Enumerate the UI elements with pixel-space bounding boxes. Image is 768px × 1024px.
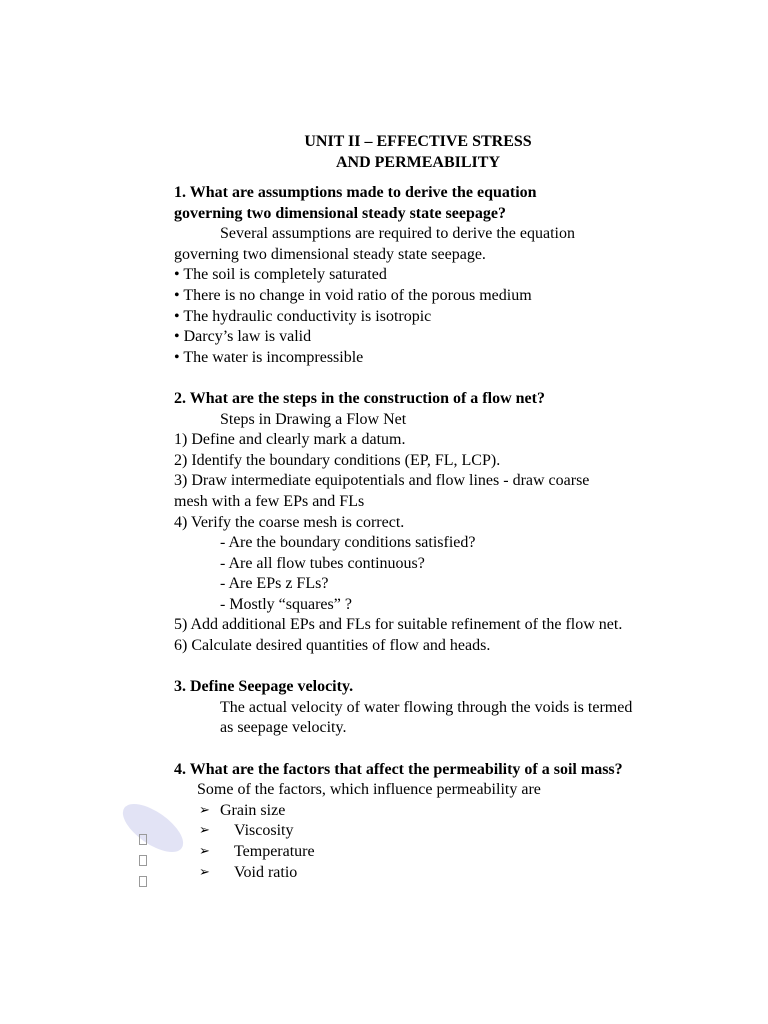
q1-question-line-1: 1. What are assumptions made to derive the equation	[174, 184, 537, 201]
q4-factor-label: Grain size	[220, 801, 286, 819]
q1-bullet: • The soil is completely saturated	[174, 266, 387, 284]
q1-bullet: • The hydraulic conductivity is isotropic	[174, 307, 432, 325]
q4-factor-item	[174, 801, 694, 822]
missing-glyph-box-icon	[139, 855, 147, 866]
q4-intro: Some of the factors, which influence permeability are	[197, 781, 541, 799]
arrow-bullet-icon: ➢	[199, 823, 210, 839]
q2-step: 3) Draw intermediate equipotentials and flow lines - draw coarse	[174, 472, 590, 490]
q2-check: - Are the boundary conditions satisfied?	[220, 534, 476, 552]
q3-answer-line-2: as seepage velocity.	[220, 719, 347, 737]
q2-step: 4) Verify the coarse mesh is correct.	[174, 513, 405, 531]
document-body	[174, 183, 694, 883]
spacer	[174, 739, 694, 760]
q1-bullet: • Darcy’s law is valid	[174, 328, 312, 346]
q1-answer-line-2: governing two dimensional steady state seepage.	[174, 245, 486, 263]
q3-answer-line-1: The actual velocity of water flowing through the voids is termed	[220, 698, 633, 716]
spacer	[174, 657, 694, 678]
arrow-bullet-icon: ➢	[199, 864, 210, 880]
q4-factor-item	[174, 842, 694, 863]
q2-step: 6) Calculate desired quantities of flow and heads.	[174, 637, 491, 655]
q2-step: mesh with a few EPs and FLs	[174, 492, 365, 510]
title-line-1: UNIT II – EFFECTIVE STRESS	[304, 133, 532, 150]
q1-answer-line-1: Several assumptions are required to derive the equation	[220, 225, 575, 243]
arrow-bullet-icon: ➢	[199, 844, 210, 859]
q4-question: 4. What are the factors that affect the permeability of a soil mass?	[174, 760, 623, 778]
q4-factor-label: Temperature	[234, 843, 315, 860]
q4-factor-item	[174, 821, 694, 842]
title-line-2: AND PERMEABILITY	[335, 154, 500, 171]
arrow-bullet-icon: ➢	[199, 802, 210, 818]
spacer	[174, 368, 694, 389]
q2-check: - Are all flow tubes continuous?	[220, 554, 425, 572]
missing-glyph-box-icon	[139, 876, 147, 887]
q1-bullet: • The water is incompressible	[174, 348, 364, 366]
q3-question: 3. Define Seepage velocity.	[174, 678, 354, 696]
missing-glyph-box-icon	[139, 834, 147, 845]
q2-check: - Mostly “squares” ?	[220, 595, 352, 613]
q2-subtitle: Steps in Drawing a Flow Net	[220, 410, 407, 428]
q4-factor-item	[174, 863, 694, 884]
q4-factor-label: Void ratio	[234, 863, 298, 881]
q2-check: - Are EPs z FLs?	[220, 575, 329, 593]
q2-step: 5) Add additional EPs and FLs for suitable refinement of the flow net.	[174, 616, 623, 634]
q2-step: 1) Define and clearly mark a datum.	[174, 431, 406, 449]
q1-bullet: • There is no change in void ratio of the porous medium	[174, 286, 532, 304]
q2-step: 2) Identify the boundary conditions (EP, FL, LCP).	[174, 451, 501, 469]
q4-factor-label: Viscosity	[234, 822, 294, 840]
q2-question: 2. What are the steps in the construction of a flow net?	[174, 389, 545, 407]
q1-question-line-2: governing two dimensional steady state seepage?	[174, 204, 506, 222]
